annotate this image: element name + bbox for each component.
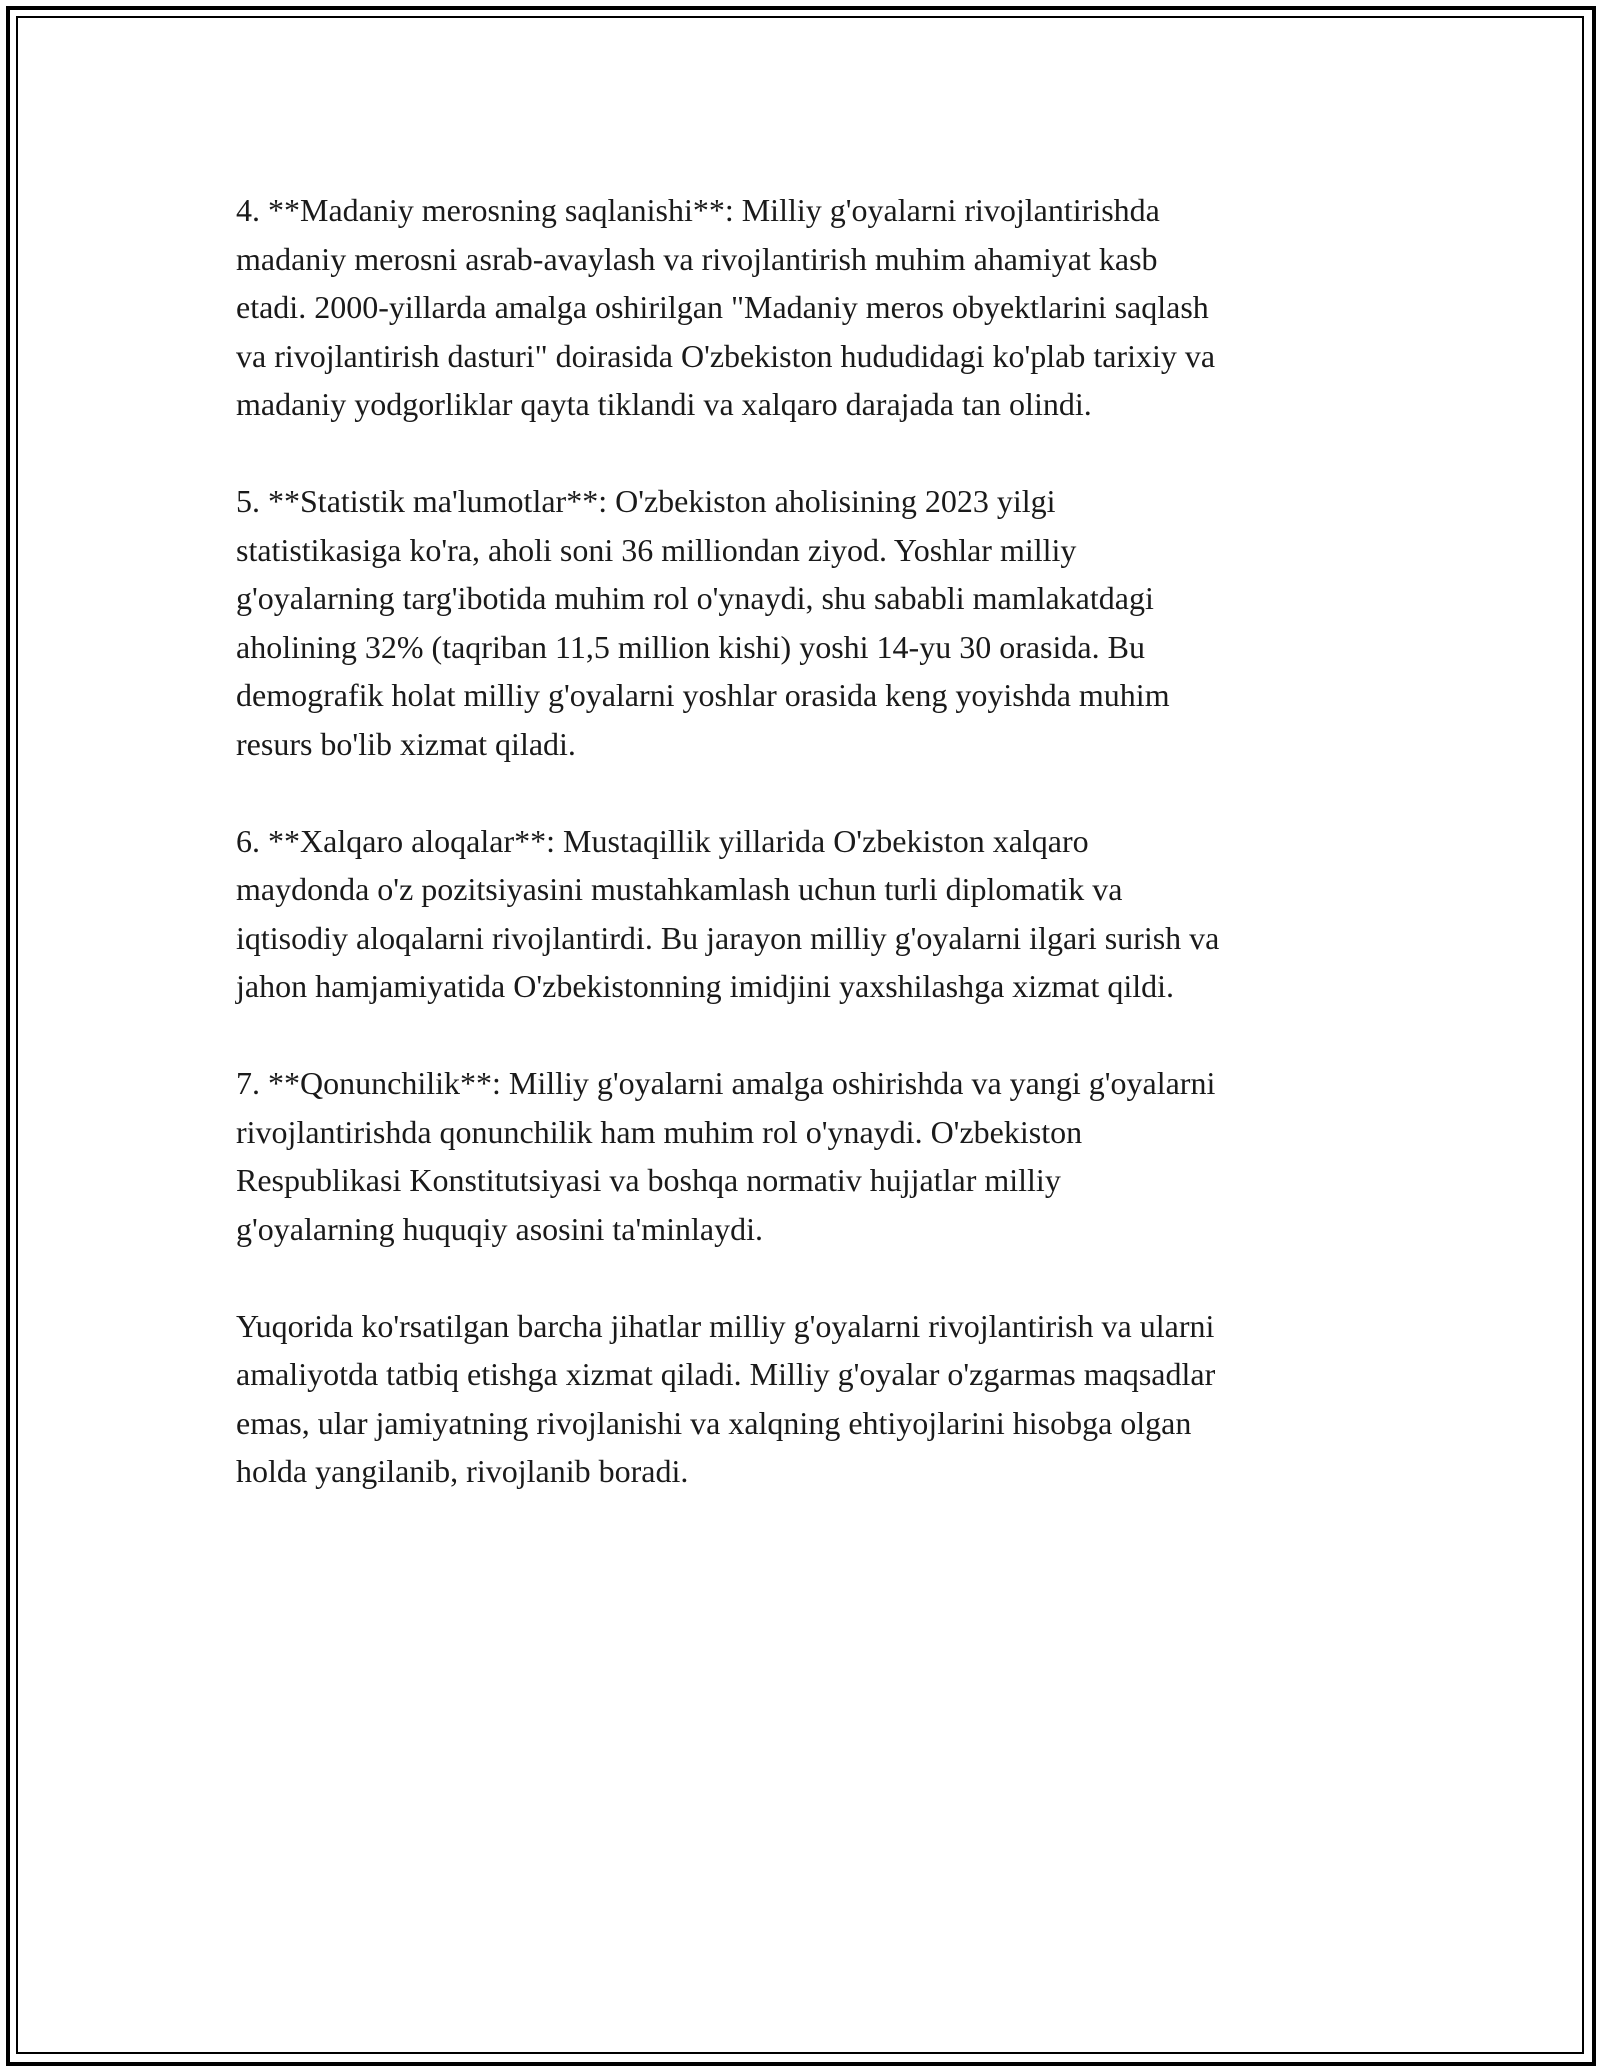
paragraph-cultural-heritage: 4. **Madaniy merosning saqlanishi**: Milliy g'oyalarni rivojlantirishda madaniy merosni asrab-avaylash va rivojlantirish muhim ahamiyat kasb etadi. 2000-yillarda amalga oshirilgan "Madaniy meros obyektlarini saqlash va rivojlantirish dasturi" doirasida O'zbekiston hududidagi ko'plab tarixiy va madaniy yodgorliklar qayta tiklandi va xalqaro darajada tan olindi. xyxy=(236,192,1216,422)
paragraph-legislation: 7. **Qonunchilik**: Milliy g'oyalarni amalga oshirishda va yangi g'oyalarni rivojlantirishda qonunchilik ham muhim rol o'ynaydi. O'zbekiston Respublikasi Konstitutsiyasi va boshqa normativ hujjatlar milliy g'oyalarning huquqiy asosini ta'minlaydi. xyxy=(236,1065,1216,1247)
document-body xyxy=(236,186,1376,1544)
paragraph-international-relations: 6. **Xalqaro aloqalar**: Mustaqillik yillarida O'zbekiston xalqaro maydonda o'z pozitsiyasini mustahkamlash uchun turli diplomatik va iqtisodiy aloqalarni rivojlantirdi. Bu jarayon milliy g'oyalarni ilgari surish va jahon hamjamiyatida O'zbekistonning imidjini yaxshilashga xizmat qildi. xyxy=(236,822,1220,1004)
paragraph-statistics: 5. **Statistik ma'lumotlar**: O'zbekiston aholisining 2023 yilgi statistikasiga ko'ra, aholi soni 36 milliondan ziyod. Yoshlar milliy g'oyalarning targ'ibotida muhim rol o'ynaydi, shu sababli mamlakatdagi aholining 32% (taqriban 11,5 million kishi) yoshi 14-yu 30 orasida. Bu demografik holat milliy g'oyalarni yoshlar orasida keng yoyishda muhim resurs bo'lib xizmat qiladi. xyxy=(236,483,1170,762)
paragraph-conclusion: Yuqorida ko'rsatilgan barcha jihatlar milliy g'oyalarni rivojlantirish va ularni amaliyotda tatbiq etishga xizmat qiladi. Milliy g'oyalar o'zgarmas maqsadlar emas, ular jamiyatning rivojlanishi va xalqning ehtiyojlarini hisobga olgan holda yangilanib, rivojlanib boradi. xyxy=(236,1307,1216,1489)
